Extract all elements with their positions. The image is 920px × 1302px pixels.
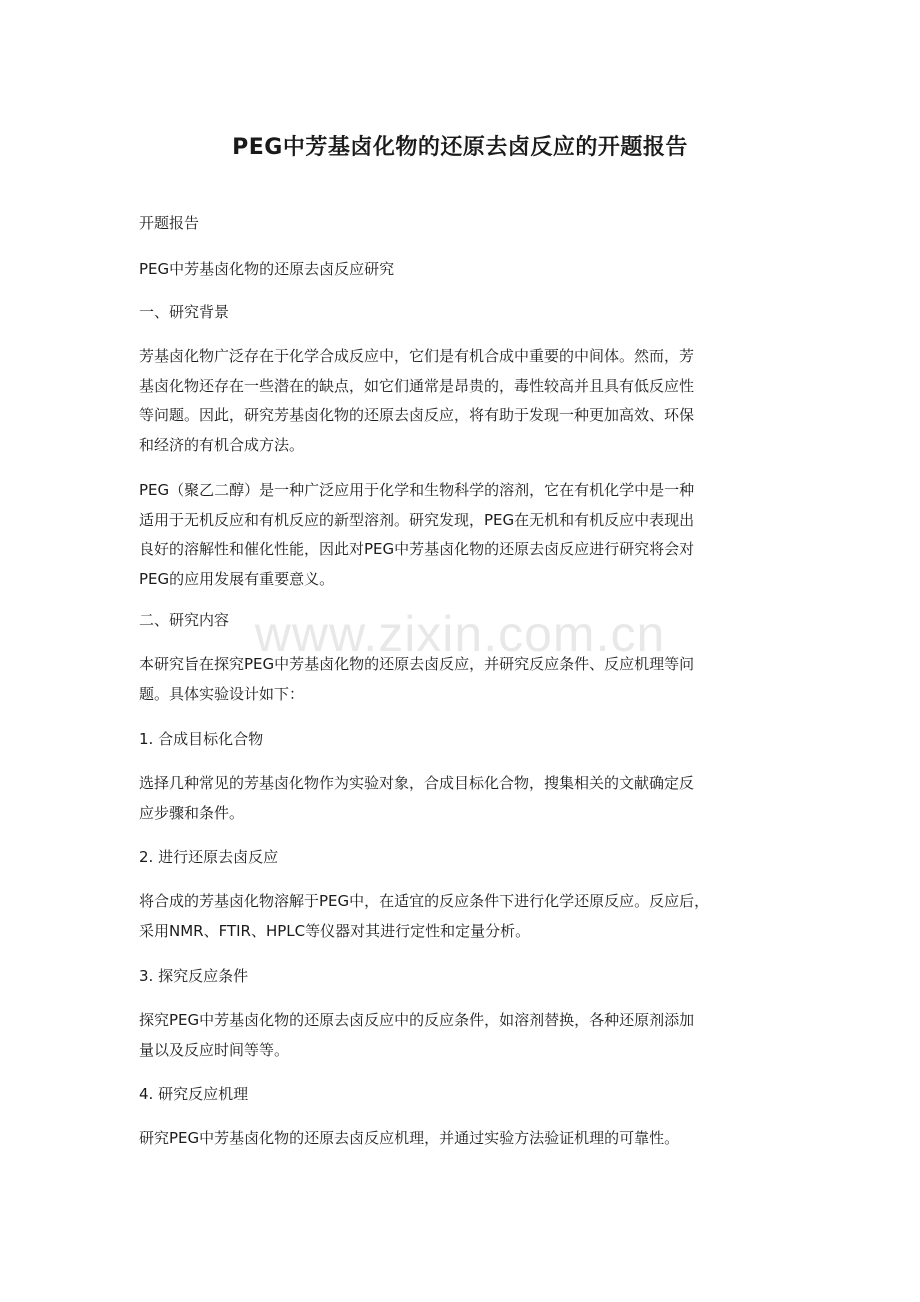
text-line: 1. 合成目标化合物 <box>139 730 264 748</box>
paragraph <box>139 476 789 594</box>
paragraph <box>139 769 789 828</box>
text-line: 题。具体实验设计如下： <box>139 684 305 703</box>
text-line: PEG中芳基卤化物的还原去卤反应研究 <box>139 260 395 278</box>
paragraph <box>139 342 789 460</box>
text-line: 选择几种常见的芳基卤化物作为实验对象，合成目标化合物，搜集相关的文献确定反 <box>139 774 695 792</box>
text-line: 3. 探究反应条件 <box>139 967 249 985</box>
subheading <box>139 962 789 992</box>
text-line: 良好的溶解性和催化性能，因此对PEG中芳基卤化物的还原去卤反应进行研究将会对 <box>139 540 695 559</box>
text-line: 一、研究背景 <box>139 303 230 321</box>
text-line: 4. 研究反应机理 <box>139 1085 249 1103</box>
text-line: 将合成的芳基卤化物溶解于PEG中，在适宜的反应条件下进行化学还原反应。反应后， <box>139 892 710 910</box>
text-line: 等问题。因此，研究芳基卤化物的还原去卤反应，将有助于发现一种更加高效、环保 <box>139 406 695 425</box>
text-line: 基卤化物还存在一些潜在的缺点，如它们通常是昂贵的，毒性较高并且具有低反应性 <box>139 376 695 395</box>
text-line: 和经济的有机合成方法。 <box>139 435 305 454</box>
paragraph <box>139 1124 789 1154</box>
text-line: 本研究旨在探究PEG中芳基卤化物的还原去卤反应，并研究反应条件、反应机理等问 <box>139 655 695 673</box>
text-line: 应步骤和条件。 <box>139 803 245 822</box>
paragraph <box>139 887 789 946</box>
text-line: PEG（聚乙二醇）是一种广泛应用于化学和生物科学的溶剂，它在有机化学中是一种 <box>139 481 695 499</box>
text-line: 采用NMR、FTIR、HPLC等仪器对其进行定性和定量分析。 <box>139 921 531 940</box>
subheading <box>139 1080 789 1110</box>
paragraph <box>139 255 789 285</box>
subheading <box>139 725 789 755</box>
paragraph <box>139 209 789 239</box>
text-line: 研究PEG中芳基卤化物的还原去卤反应机理，并通过实验方法验证机理的可靠性。 <box>139 1129 680 1147</box>
text-line: 2. 进行还原去卤反应 <box>139 848 279 866</box>
text-line: PEG的应用发展有重要意义。 <box>139 569 335 588</box>
text-line: 量以及反应时间等等。 <box>139 1040 290 1059</box>
watermark: www.zixin.com.cn <box>254 606 666 662</box>
subheading <box>139 843 789 873</box>
section-heading <box>139 606 789 636</box>
paragraph <box>139 650 789 709</box>
text-line: 适用于无机反应和有机反应的新型溶剂。研究发现，PEG在无机和有机反应中表现出 <box>139 510 695 529</box>
text-line: 开题报告 <box>139 214 200 232</box>
section-heading <box>139 298 789 328</box>
text-line: 二、研究内容 <box>139 611 230 629</box>
paragraph <box>139 1006 789 1065</box>
text-line: 探究PEG中芳基卤化物的还原去卤反应中的反应条件，如溶剂替换，各种还原剂添加 <box>139 1011 695 1029</box>
text-line: 芳基卤化物广泛存在于化学合成反应中，它们是有机合成中重要的中间体。然而，芳 <box>139 347 695 365</box>
document-title: PEG中芳基卤化物的还原去卤反应的开题报告 <box>232 135 688 160</box>
